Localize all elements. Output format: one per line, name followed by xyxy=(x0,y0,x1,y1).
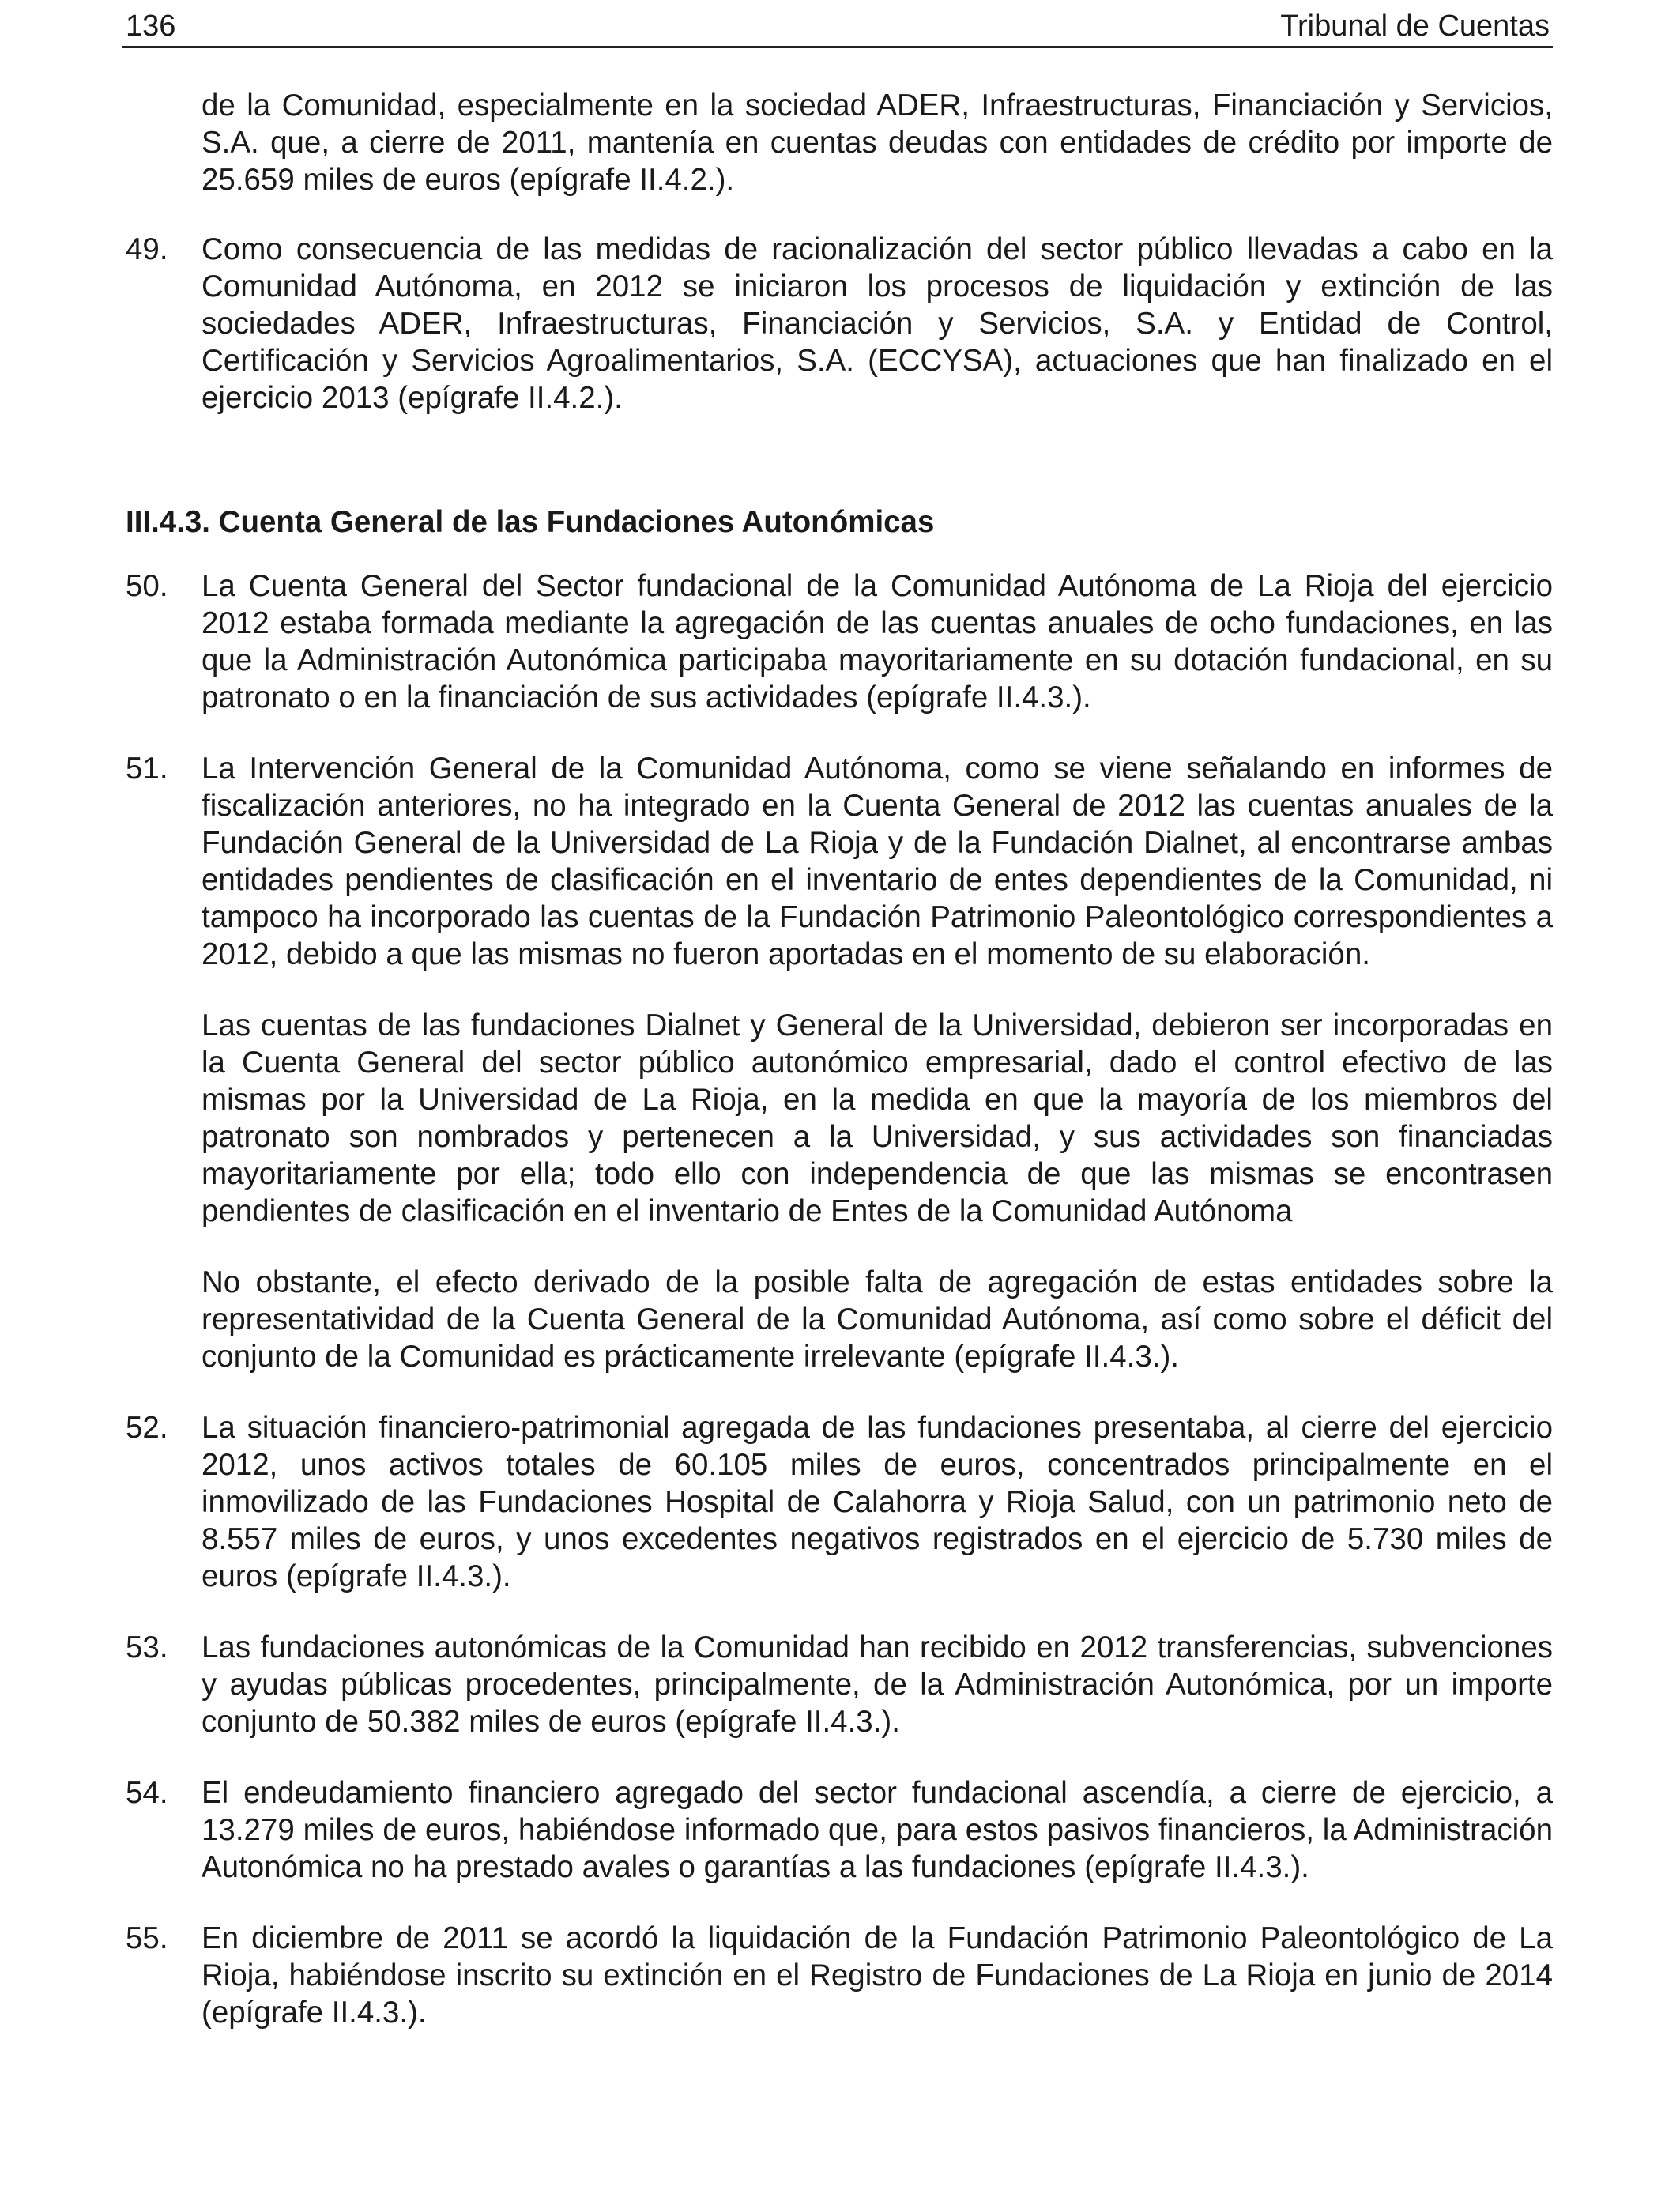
paragraph-number: 53. xyxy=(126,1630,168,1664)
paragraph-53 xyxy=(122,1629,1553,1740)
paragraph-number: 51. xyxy=(126,752,168,786)
document-body xyxy=(122,87,1553,2031)
page-number: 136 xyxy=(126,9,176,43)
paragraph-55 xyxy=(122,1920,1553,2031)
paragraph-number: 55. xyxy=(126,1921,168,1955)
paragraph-text: La situación financiero-patrimonial agregada de las fundaciones presentaba, al cierre del ejercicio 2012, unos activos totales de 60.105 miles de euros, concentrados principalmente en el inmovilizado de las Fundaciones Hospital de Calahorra y Rioja Salud, con un patrimonio neto de 8.557 miles de euros, y unos excedentes negativos registrados en el ejercicio de 5.730 miles de euros (epígrafe II.4.3.). xyxy=(202,1411,1553,1593)
paragraph-number: 54. xyxy=(126,1776,168,1810)
paragraph-54 xyxy=(122,1774,1553,1886)
paragraph-51-continued xyxy=(122,1007,1553,1230)
section-heading: III.4.3. Cuenta General de las Fundaciones Autonómicas xyxy=(126,505,935,539)
paragraph-text: La Intervención General de la Comunidad Autónoma, como se viene señalando en informes de fiscalización anteriores, no ha integrado en la Cuenta General de 2012 las cuentas anuales de la Fundación General de la Universidad de La Rioja y de la Fundación Dialnet, al encontrarse ambas entidades pendientes de clasificación en el inventario de entes dependientes de la Comunidad, ni tampoco ha incorporado las cuentas de la Fundación Patrimonio Paleontológico correspondientes a 2012, debido a que las mismas no fueron aportadas en el momento de su elaboración. xyxy=(202,752,1553,971)
paragraph-text: Como consecuencia de las medidas de racionalización del sector público llevadas a cabo en la Comunidad Autónoma, en 2012 se iniciaron los procesos de liquidación y extinción de las sociedades ADER, Infraestructuras, Financiación y Servicios, S.A. y Entidad de Control, Certificación y Servicios Agroalimentarios, S.A. (ECCYSA), actuaciones que han finalizado en el ejercicio 2013 (epígrafe II.4.2.). xyxy=(202,232,1553,415)
paragraph-number: 50. xyxy=(126,569,168,603)
paragraph-number: 49. xyxy=(126,232,168,266)
paragraph-text: No obstante, el efecto derivado de la posible falta de agregación de estas entidades sobre la representatividad de la Cuenta General de la Comunidad Autónoma, así como sobre el déficit del conjunto de la Comunidad es prácticamente irrelevante (epígrafe II.4.3.). xyxy=(202,1265,1553,1374)
running-title: Tribunal de Cuentas xyxy=(1280,9,1550,43)
paragraph-text: La Cuenta General del Sector fundacional de la Comunidad Autónoma de La Rioja del ejercicio 2012 estaba formada mediante la agregación de las cuentas anuales de ocho fundaciones, en las que la Administración Autonómica participaba mayoritariamente en su dotación fundacional, en su patronato o en la financiación de sus actividades (epígrafe II.4.3.). xyxy=(202,569,1553,714)
paragraph-49 xyxy=(122,231,1553,417)
paragraph-51-conclusion xyxy=(122,1264,1553,1375)
paragraph-52 xyxy=(122,1409,1553,1595)
paragraph-text: El endeudamiento financiero agregado del sector fundacional ascendía, a cierre de ejercicio, a 13.279 miles de euros, habiéndose informado que, para estos pasivos financieros, la Administración Autonómica no ha prestado avales o garantías a las fundaciones (epígrafe II.4.3.). xyxy=(202,1776,1553,1884)
paragraph-text: Las fundaciones autonómicas de la Comunidad han recibido en 2012 transferencias, subvenciones y ayudas públicas procedentes, principalmente, de la Administración Autonómica, por un importe conjunto de 50.382 miles de euros (epígrafe II.4.3.). xyxy=(202,1630,1553,1739)
paragraph-text: de la Comunidad, especialmente en la sociedad ADER, Infraestructuras, Financiación y Servicios, S.A. que, a cierre de 2011, mantenía en cuentas deudas con entidades de crédito por importe de 25.659 miles de euros (epígrafe II.4.2.). xyxy=(202,89,1553,197)
paragraph-text: En diciembre de 2011 se acordó la liquidación de la Fundación Patrimonio Paleontológico de La Rioja, habiéndose inscrito su extinción en el Registro de Fundaciones de La Rioja en junio de 2014 (epígrafe II.4.3.). xyxy=(202,1921,1553,2030)
paragraph-51 xyxy=(122,750,1553,973)
paragraph-continuation xyxy=(122,87,1553,198)
paragraph-text: Las cuentas de las fundaciones Dialnet y General de la Universidad, debieron ser incorporadas en la Cuenta General del sector público autonómico empresarial, dado el control efectivo de las mismas por la Universidad de La Rioja, en la medida en que la mayoría de los miembros del patronato son nombrados y pertenecen a la Universidad, y sus actividades son financiadas mayoritariamente por ella; todo ello con independencia de que las mismas se encontrasen pendientes de clasificación en el inventario de Entes de la Comunidad Autónoma xyxy=(202,1008,1553,1228)
paragraph-number: 52. xyxy=(126,1411,168,1445)
page-header xyxy=(122,6,1553,48)
paragraph-50 xyxy=(122,567,1553,716)
